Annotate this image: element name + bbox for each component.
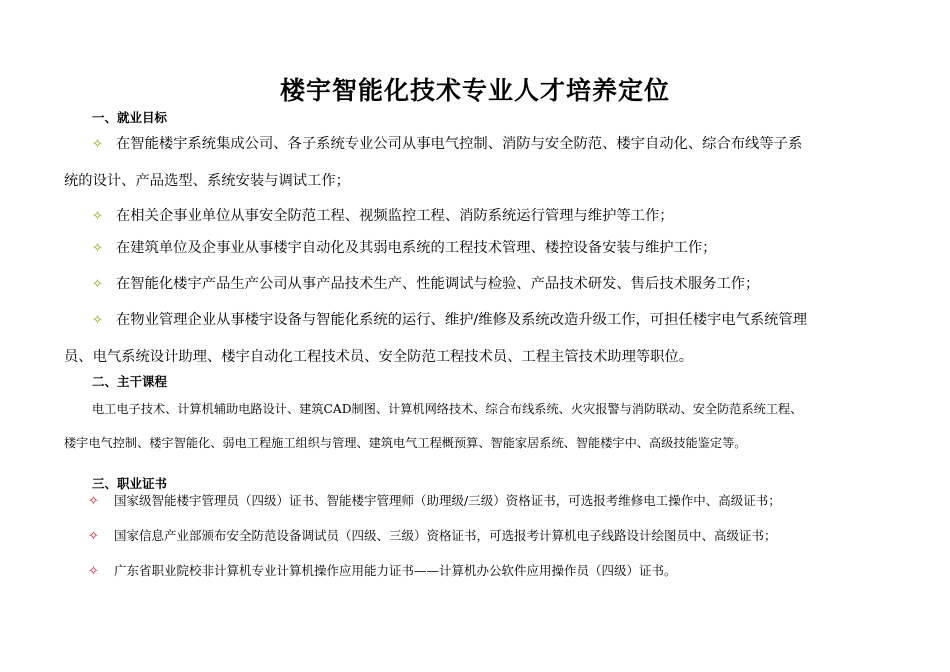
employment-item-1: ✧ 在智能楼宇系统集成公司、各子系统专业公司从事电气控制、消防与安全防范、楼宇自动化、综合布线等子系 统的设计、产品选型、系统安装与调试工作； [64, 126, 890, 199]
section-heading-courses: 二、主干课程 [92, 374, 168, 389]
section-heading-certificates: 三、职业证书 [92, 476, 168, 491]
employment-item-5: ✧ 在物业管理企业从事楼宇设备与智能化系统的运行、维护/维修及系统改造升级工作，可担任楼宇电气系统管理 员、电气系统设计助理、楼宇自动化工程技术员、安全防范工程技术员、工程主管技术助理等职位。 [64, 302, 890, 375]
employment-item-3: ✧ 在建筑单位及企事业从事楼宇自动化及其弱电系统的工程技术管理、楼控设备安装与维护工作； [64, 230, 890, 267]
certificate-item-2: ✧ 国家信息产业部颁布安全防范设备调试员（四级、三级）资格证书，可选报考计算机电子线路设计绘图员中、高级证书； [88, 528, 777, 544]
diamond-bullet-icon: ✧ [92, 241, 103, 256]
diamond-bullet-icon: ✧ [92, 137, 103, 152]
employment-item-2: ✧ 在相关企事业单位从事安全防范工程、视频监控工程、消防系统运行管理与维护等工作； [64, 198, 890, 235]
diamond-bullet-icon: ✧ [92, 313, 103, 328]
employment-item-4: ✧ 在智能化楼宇产品生产公司从事产品技术生产、性能调试与检验、产品技术研发、售后技术服务工作； [64, 266, 890, 303]
diamond-bullet-icon: ✧ [92, 209, 103, 224]
diamond-bullet-icon: ✧ [88, 529, 99, 544]
diamond-bullet-icon: ✧ [88, 564, 99, 579]
diamond-bullet-icon: ✧ [88, 494, 99, 509]
certificate-item-1: ✧ 国家级智能楼宇管理员（四级）证书、智能楼宇管理师（助理级/三级）资格证书，可选报考维修电工操作中、高级证书； [88, 493, 781, 509]
certificate-item-3: ✧ 广东省职业院校非计算机专业计算机操作应用能力证书——计算机办公软件应用操作员（四级）证书。 [88, 563, 677, 579]
section-heading-employment: 一、就业目标 [92, 110, 168, 125]
diamond-bullet-icon: ✧ [92, 277, 103, 292]
courses-paragraph: 电工电子技术、计算机辅助电路设计、建筑CAD制图、计算机网络技术、综合布线系统、火灾报警与消防联动、安全防范系统工程、 楼宇电气控制、楼宇智能化、弱电工程施工组织与管理、建筑电气工程概预算、智能家居系统、智能楼宇中、高级技能鉴定等。 [64, 402, 803, 450]
page-title: 楼宇智能化技术专业人才培养定位 [279, 76, 670, 105]
